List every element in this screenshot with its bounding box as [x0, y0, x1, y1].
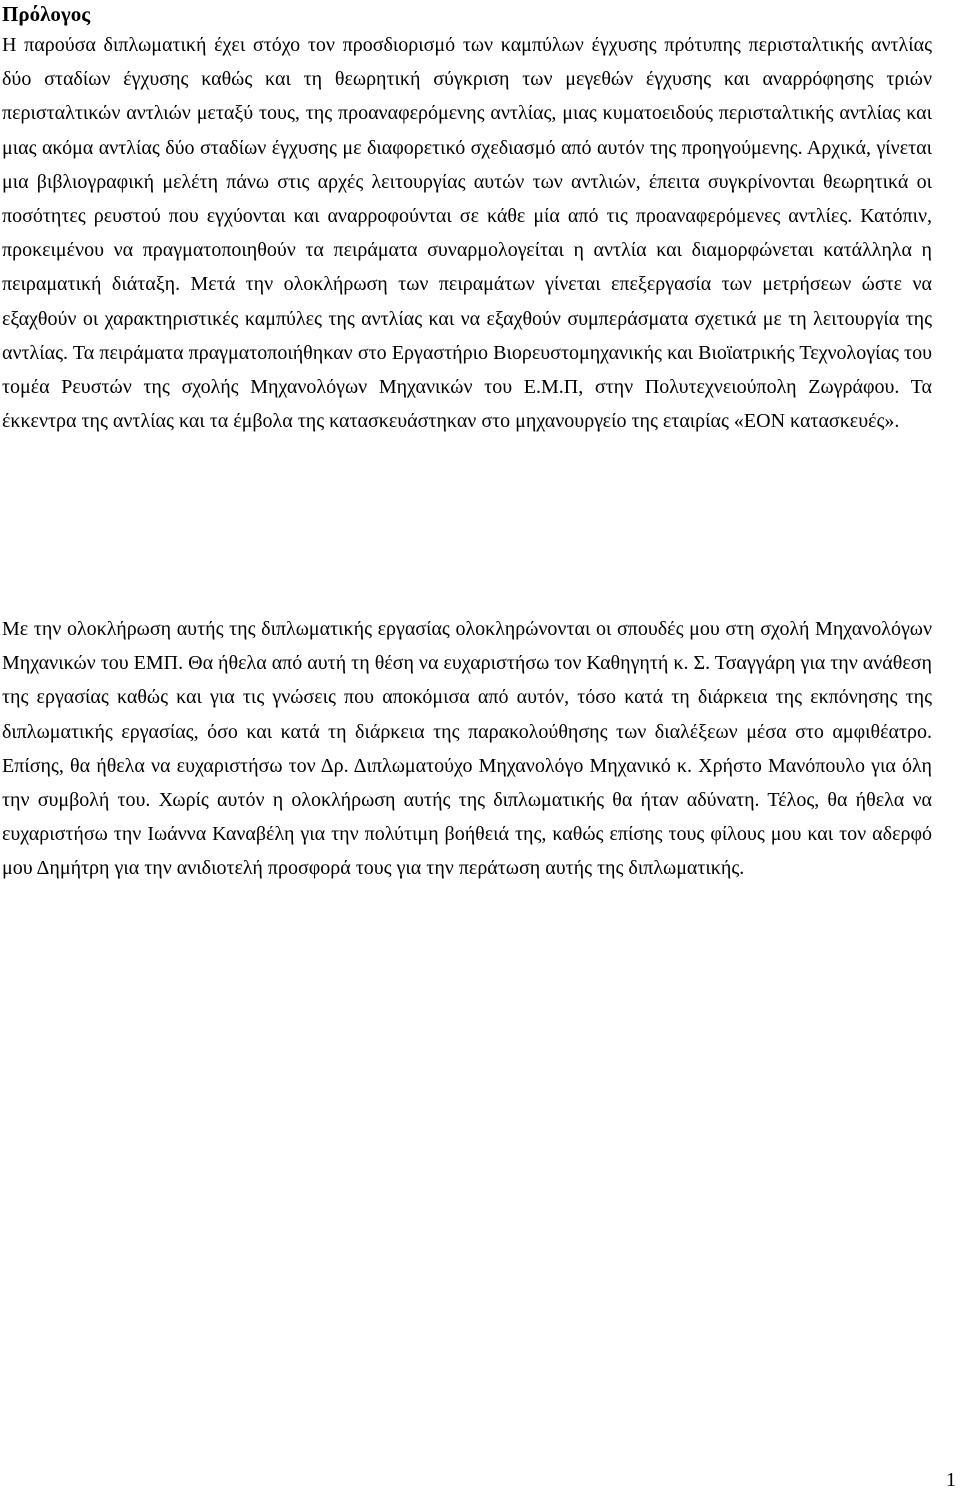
paragraph-acknowledgements: Με την ολοκλήρωση αυτής της διπλωματικής εργασίας ολοκληρώνονται οι σπουδές μου στη σχολή Μηχανολόγων Μηχανικών του ΕΜΠ. Θα ήθελα από αυτή τη θέση να ευχαριστήσω τον Καθηγητή κ. Σ. Τσαγγάρη για την ανάθεση της εργασίας καθώς και για τις γνώσεις που αποκόμισα από αυτόν, τόσο κατά τη διάρκεια της εκπόνησης της διπλωματικής εργασίας, όσο και κατά τη διάρκεια της παρακολούθησης των διαλέξεων μέσα στο αμφιθέατρο. Επίσης, θα ήθελα να ευχαριστήσω τον Δρ. Διπλωματούχο Μηχανολόγο Μηχανικό κ. Χρήστο Μανόπουλο για όλη την συμβολή του. Χωρίς αυτόν η ολοκλήρωση αυτής της διπλωματικής θα ήταν αδύνατη. Τέλος, θα ήθελα να ευχαριστήσω την Ιωάννα Καναβέλη για την πολύτιμη βοήθειά της, καθώς επίσης τους φίλους μου και τον αδερφό μου Δημήτρη για την ανιδιοτελή προσφορά τους για την περάτωση αυτής της διπλωματικής.: [2, 618, 932, 880]
paragraph-abstract: Η παρούσα διπλωματική έχει στόχο τον προσδιορισμό των καμπύλων έγχυσης πρότυπης περισταλτικής αντλίας δύο σταδίων έγχυσης καθώς και τη θεωρητική σύγκριση των μεγεθών έγχυσης και αναρρόφησης τριών περισταλτικών αντλιών μεταξύ τους, της προαναφερόμενης αντλίας, μιας κυματοειδούς περισταλτικής αντλίας και μιας ακόμα αντλίας δύο σταδίων έγχυσης με διαφορετικό σχεδιασμό από αυτόν της προηγούμενης. Αρχικά, γίνεται μια βιβλιογραφική μελέτη πάνω στις αρχές λειτουργίας αυτών των αντλιών, έπειτα συγκρίνονται θεωρητικά οι ποσότητες ρευστού που εγχύονται και αναρροφούνται σε κάθε μία από τις προαναφερόμενες αντλίες. Κατόπιν, προκειμένου να πραγματοποιηθούν τα πειράματα συναρμολογείται η αντλία και διαμορφώνεται κατάλληλα η πειραματική διάταξη. Μετά την ολοκλήρωση των πειραμάτων γίνεται επεξεργασία των μετρήσεων ώστε να εξαχθούν οι χαρακτηριστικές καμπύλες της αντλίας και να εξαχθούν συμπεράσματα σχετικά με τη λειτουργία της αντλίας. Τα πειράματα πραγματοποιήθηκαν στο Εργαστήριο Βιορευστομηχανικής και Βιοϊατρικής Τεχνολογίας του τομέα Ρευστών της σχολής Μηχανολόγων Μηχανικών του Ε.Μ.Π, στην Πολυτεχνειούπολη Ζωγράφου. Τα έκκεντρα της αντλίας και τα έμβολα της κατασκευάστηκαν στο μηχανουργείο της εταιρίας «ΕΟΝ κατασκευές».: [2, 34, 932, 433]
page-title: Πρόλογος: [2, 2, 91, 26]
page-number: 1: [946, 1469, 956, 1491]
